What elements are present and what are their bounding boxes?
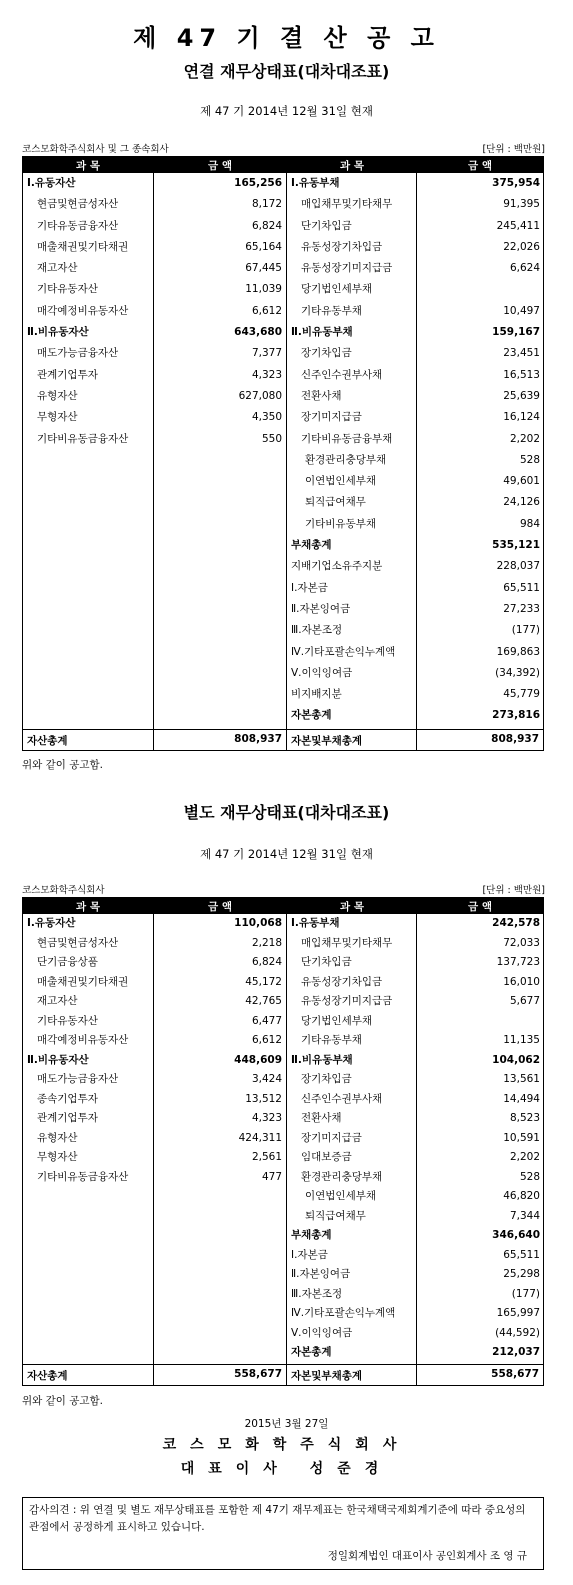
- header-subject: 과 목: [340, 160, 364, 172]
- row-value: 228,037: [496, 560, 540, 573]
- table-row: [23, 953, 286, 973]
- header-subject: 과 목: [340, 901, 364, 913]
- header-amount: 금 액: [468, 160, 492, 172]
- table-row: [287, 301, 544, 322]
- row-value: 25,298: [503, 1268, 540, 1280]
- row-value: 5,677: [509, 995, 540, 1007]
- table-row: [287, 992, 544, 1012]
- row-value: 6,624: [509, 262, 540, 275]
- table-row: [287, 934, 544, 954]
- table-row: [287, 620, 544, 641]
- header-amount: 금 액: [208, 160, 232, 172]
- row-value: 4,350: [251, 411, 282, 424]
- row-value: 16,010: [503, 975, 540, 988]
- total-le-value: 558,677: [491, 1368, 539, 1380]
- row-label: 장기차입금: [301, 1073, 352, 1085]
- table-row: [287, 1168, 544, 1188]
- table-row: [23, 237, 286, 258]
- row-value: 13,561: [503, 1073, 540, 1085]
- row-value: 3,424: [251, 1073, 282, 1085]
- row-label: Ⅱ.비유동부채: [291, 326, 353, 339]
- row-value: 65,164: [245, 240, 282, 253]
- row-value: 65,511: [503, 1248, 540, 1261]
- company-name: 코스모화학주식회사 및 그 종속회사: [22, 144, 169, 155]
- row-label: 유동성장기차입금: [301, 975, 383, 988]
- row-label: 지배기업소유주지분: [291, 560, 383, 573]
- row-label: Ⅲ.자본조정: [291, 624, 343, 637]
- row-value: 2,561: [251, 1151, 282, 1163]
- table-row: [287, 705, 544, 726]
- company-name: 코스모화학주식회사: [22, 885, 105, 896]
- table-row: [287, 216, 544, 237]
- consolidated-header-line: [22, 141, 545, 155]
- table-header: [23, 157, 543, 173]
- row-value: 137,723: [496, 956, 540, 968]
- row-value: 984: [519, 517, 540, 530]
- row-label: 기타유동자산: [37, 1014, 98, 1027]
- row-label: 자본총계: [291, 709, 332, 722]
- total-le-label: 자본및부채총계: [291, 1370, 363, 1382]
- row-label: 무형자산: [37, 411, 78, 424]
- table-row: [23, 934, 286, 954]
- row-value: 242,578: [492, 917, 540, 929]
- row-value: 165,256: [234, 177, 282, 189]
- row-value: 550: [261, 432, 282, 445]
- row-value: 10,591: [503, 1131, 540, 1144]
- table-row: [287, 973, 544, 993]
- row-label: 환경관리충당부채: [305, 453, 387, 466]
- row-value: 25,639: [503, 389, 540, 402]
- row-label: 이연법인세부채: [305, 475, 377, 488]
- table-row: [23, 1168, 286, 1188]
- row-label: 매각예정비유동자산: [37, 304, 129, 317]
- row-label: 퇴직급여채무: [305, 496, 366, 509]
- row-label: Ⅰ.자본금: [291, 581, 328, 594]
- notice-text: 위와 같이 공고함.: [22, 1395, 104, 1407]
- table-row: [23, 992, 286, 1012]
- table-row: [23, 1070, 286, 1090]
- row-value: (44,592): [495, 1326, 540, 1339]
- row-value: 8,523: [509, 1112, 540, 1124]
- table-row: [23, 1148, 286, 1168]
- row-value: 7,377: [251, 347, 282, 360]
- row-label: Ⅳ.기타포괄손익누계액: [291, 1307, 396, 1319]
- total-assets-label: 자산총계: [27, 735, 68, 747]
- row-label: 현금및현금성자산: [37, 198, 119, 211]
- row-value: 7,344: [509, 1209, 540, 1222]
- header-amount: 금 액: [208, 901, 232, 913]
- announcement-date: 2015년 3월 27일: [244, 1418, 329, 1430]
- total-le-value: 808,937: [491, 733, 539, 745]
- row-label: 기타비유동부채: [305, 517, 377, 530]
- row-label: 매출채권및기타채권: [37, 240, 129, 253]
- row-label: 당기법인세부채: [301, 1014, 373, 1027]
- row-value: 11,135: [503, 1034, 540, 1046]
- notice-text: 위와 같이 공고함.: [22, 759, 104, 771]
- table-row: [287, 429, 544, 450]
- row-label: Ⅰ.자본금: [291, 1248, 328, 1261]
- table-row: [287, 1070, 544, 1090]
- row-value: 4,323: [251, 1112, 282, 1124]
- consolidated-balance-sheet: [22, 156, 544, 751]
- row-value: 13,512: [245, 1092, 282, 1105]
- row-value: 23,451: [503, 347, 540, 360]
- liabilities-column: [287, 914, 544, 1363]
- assets-column: [23, 914, 286, 1187]
- row-label: 환경관리충당부채: [301, 1170, 383, 1183]
- row-value: 6,824: [251, 219, 282, 232]
- table-row: [23, 973, 286, 993]
- row-label: 이연법인세부채: [305, 1190, 377, 1202]
- row-label: Ⅱ.비유동자산: [27, 1053, 89, 1066]
- row-label: Ⅴ.이익잉여금: [291, 1326, 353, 1339]
- row-label: 매도가능금융자산: [37, 1073, 119, 1085]
- row-label: 유형자산: [37, 389, 78, 402]
- row-value: 45,172: [245, 975, 282, 988]
- row-value: 49,601: [503, 475, 540, 488]
- row-value: 2,218: [251, 936, 282, 949]
- table-row: [287, 1324, 544, 1344]
- table-row: [287, 1031, 544, 1051]
- table-row: [287, 684, 544, 705]
- row-label: 장기미지급금: [301, 1131, 362, 1144]
- table-row: [287, 322, 544, 343]
- table-row: [23, 914, 286, 934]
- row-value: 45,779: [503, 688, 540, 701]
- row-label: 전환사채: [301, 1112, 342, 1124]
- table-row: [23, 1090, 286, 1110]
- table-row: [23, 1051, 286, 1071]
- row-label: 매출채권및기타채권: [37, 975, 129, 988]
- row-label: 관계기업투자: [37, 1112, 98, 1124]
- row-value: (177): [511, 624, 540, 637]
- table-row: [287, 471, 544, 492]
- row-label: 퇴직급여채무: [305, 1209, 366, 1222]
- row-value: 477: [261, 1170, 282, 1183]
- audit-opinion-text: 감사의견 : 위 연결 및 별도 재무상태표를 포함한 제 47기 재무제표는 한국채택국제회계기준에 따라 중요성의 관점에서 공정하게 표시하고 있습니다.: [29, 1504, 526, 1533]
- table-row: [287, 953, 544, 973]
- table-row: [23, 216, 286, 237]
- row-value: 27,233: [503, 602, 540, 615]
- liabilities-column: [287, 173, 544, 727]
- separate-date: 제 47 기 2014년 12월 31일 현재: [200, 847, 373, 861]
- row-value: (34,392): [495, 666, 540, 679]
- table-row: [287, 1051, 544, 1071]
- table-row: [287, 386, 544, 407]
- table-row: [23, 1012, 286, 1032]
- table-header: [23, 898, 543, 914]
- row-label: Ⅱ.비유동자산: [27, 326, 89, 339]
- row-value: 4,323: [251, 368, 282, 381]
- row-value: 22,026: [503, 240, 540, 253]
- row-value: 643,680: [234, 326, 282, 339]
- table-row: [287, 365, 544, 386]
- row-value: 424,311: [238, 1131, 282, 1144]
- row-label: 관계기업투자: [37, 368, 98, 381]
- row-value: 375,954: [492, 177, 540, 189]
- row-label: 유동성장기미지급금: [301, 995, 393, 1007]
- row-label: Ⅰ.유동자산: [27, 177, 76, 189]
- table-row: [287, 1187, 544, 1207]
- table-row: [287, 514, 544, 535]
- table-row: [287, 1265, 544, 1285]
- table-row: [23, 258, 286, 279]
- row-value: 245,411: [496, 219, 540, 232]
- row-label: 신주인수권부사채: [301, 1092, 383, 1105]
- row-label: 매각예정비유동자산: [37, 1034, 129, 1046]
- table-row: [287, 1343, 544, 1363]
- auditor-signature: 정일회계법인 대표이사 공인회계사 조 영 규: [327, 1550, 527, 1562]
- table-row: [287, 237, 544, 258]
- table-row: [287, 914, 544, 934]
- table-row: [287, 1012, 544, 1032]
- row-value: 165,997: [496, 1307, 540, 1319]
- table-row: [287, 535, 544, 556]
- table-row: [23, 1109, 286, 1129]
- table-row: [23, 279, 286, 300]
- table-row: [23, 386, 286, 407]
- table-row: [287, 1129, 544, 1149]
- row-label: Ⅱ.비유동부채: [291, 1053, 353, 1066]
- row-value: 448,609: [234, 1053, 282, 1066]
- row-label: 현금및현금성자산: [37, 936, 119, 949]
- table-row: [287, 599, 544, 620]
- row-label: 기타유동금융자산: [37, 219, 119, 232]
- row-value: (177): [511, 1287, 540, 1300]
- row-label: Ⅴ.이익잉여금: [291, 666, 353, 679]
- row-label: 장기차입금: [301, 347, 352, 360]
- table-row: [23, 322, 286, 343]
- header-amount: 금 액: [468, 901, 492, 913]
- row-label: 기타유동부채: [301, 304, 362, 317]
- total-le-label: 자본및부채총계: [291, 735, 363, 747]
- table-row: [23, 429, 286, 450]
- row-value: 6,612: [251, 304, 282, 317]
- table-row: [287, 492, 544, 513]
- unit-label: [단위 : 백만원]: [482, 885, 545, 896]
- row-label: 단기차입금: [301, 219, 352, 232]
- row-label: 무형자산: [37, 1151, 78, 1163]
- row-value: 14,494: [503, 1092, 540, 1105]
- row-value: 2,202: [509, 1151, 540, 1163]
- row-value: 535,121: [492, 539, 540, 552]
- row-value: 91,395: [503, 198, 540, 211]
- table-row: [287, 1207, 544, 1227]
- row-label: 자본총계: [291, 1346, 332, 1358]
- table-row: [287, 556, 544, 577]
- row-label: Ⅰ.유동부채: [291, 917, 340, 929]
- row-label: 단기금융상품: [37, 956, 98, 968]
- row-value: 65,511: [503, 581, 540, 594]
- row-label: 임대보증금: [301, 1151, 352, 1163]
- header-subject: 과 목: [76, 160, 100, 172]
- total-assets-value: 808,937: [234, 733, 282, 745]
- row-label: 유형자산: [37, 1131, 78, 1144]
- row-label: 신주인수권부사채: [301, 368, 383, 381]
- table-row: [287, 1226, 544, 1246]
- table-row: [23, 1129, 286, 1149]
- row-label: 부채총계: [291, 1229, 332, 1241]
- table-row: [23, 194, 286, 215]
- row-label: Ⅰ.유동자산: [27, 917, 76, 929]
- row-value: 273,816: [492, 709, 540, 722]
- row-label: Ⅱ.자본잉여금: [291, 602, 351, 615]
- row-value: 169,863: [496, 645, 540, 658]
- row-value: 104,062: [492, 1053, 540, 1066]
- row-value: 16,513: [503, 368, 540, 381]
- signature-ceo: 대표이사 성준경: [180, 1461, 393, 1477]
- consolidated-date: 제 47 기 2014년 12월 31일 현재: [200, 104, 373, 118]
- total-assets-label: 자산총계: [27, 1370, 68, 1382]
- table-row: [287, 1285, 544, 1305]
- row-label: Ⅰ.유동부채: [291, 177, 340, 189]
- table-row: [287, 663, 544, 684]
- consolidated-title: 연결 재무상태표(대차대조표): [183, 62, 390, 81]
- page-title: 제 47 기 결 산 공 고: [133, 24, 440, 52]
- table-row: [287, 194, 544, 215]
- row-label: 기타비유동금융부채: [301, 432, 393, 445]
- table-row: [287, 1109, 544, 1129]
- row-label: 매도가능금융자산: [37, 347, 119, 360]
- row-value: 16,124: [503, 411, 540, 424]
- totals-row: [23, 1364, 543, 1385]
- row-label: Ⅱ.자본잉여금: [291, 1268, 351, 1280]
- row-label: 부채총계: [291, 539, 332, 552]
- row-label: 기타비유동금융자산: [37, 432, 129, 445]
- row-value: 42,765: [245, 995, 282, 1007]
- row-label: 유동성장기미지급금: [301, 262, 393, 275]
- table-row: [287, 258, 544, 279]
- row-value: 46,820: [503, 1190, 540, 1202]
- table-row: [23, 301, 286, 322]
- row-value: 6,477: [251, 1014, 282, 1027]
- row-value: 627,080: [238, 389, 282, 402]
- row-label: 전환사채: [301, 389, 342, 402]
- row-label: 장기미지급금: [301, 411, 362, 424]
- row-value: 10,497: [503, 304, 540, 317]
- separate-title: 별도 재무상태표(대차대조표): [183, 803, 390, 822]
- table-row: [287, 578, 544, 599]
- row-label: 기타유동부채: [301, 1034, 362, 1046]
- separate-header-line: [22, 882, 545, 896]
- row-label: 유동성장기차입금: [301, 240, 383, 253]
- table-row: [287, 1090, 544, 1110]
- table-row: [23, 1031, 286, 1051]
- audit-opinion-box: [22, 1497, 544, 1570]
- table-row: [287, 173, 544, 194]
- row-value: 72,033: [503, 936, 540, 949]
- row-value: 11,039: [245, 283, 282, 296]
- assets-column: [23, 173, 286, 450]
- table-row: [23, 407, 286, 428]
- table-row: [23, 343, 286, 364]
- row-label: 매입채무및기타채무: [301, 936, 393, 949]
- row-label: 당기법인세부채: [301, 283, 373, 296]
- row-value: 212,037: [492, 1346, 540, 1358]
- row-value: 159,167: [492, 326, 540, 339]
- row-value: 346,640: [492, 1229, 540, 1241]
- separate-balance-sheet: [22, 897, 544, 1386]
- table-row: [287, 642, 544, 663]
- table-row: [287, 1148, 544, 1168]
- row-label: Ⅲ.자본조정: [291, 1287, 343, 1300]
- table-row: [23, 365, 286, 386]
- row-value: 110,068: [234, 917, 282, 929]
- header-subject: 과 목: [76, 901, 100, 913]
- table-row: [287, 407, 544, 428]
- row-label: 종속기업투자: [37, 1092, 98, 1105]
- table-row: [287, 1246, 544, 1266]
- table-row: [287, 1304, 544, 1324]
- table-row: [23, 173, 286, 194]
- row-value: 6,612: [251, 1034, 282, 1046]
- table-row: [287, 343, 544, 364]
- unit-label: [단위 : 백만원]: [482, 144, 545, 155]
- row-label: 기타비유동금융자산: [37, 1170, 129, 1183]
- row-label: Ⅳ.기타포괄손익누계액: [291, 645, 396, 658]
- row-label: 재고자산: [37, 995, 78, 1007]
- row-value: 528: [519, 453, 540, 466]
- row-value: 6,824: [251, 956, 282, 968]
- row-value: 67,445: [245, 262, 282, 275]
- row-label: 매입채무및기타채무: [301, 198, 393, 211]
- row-value: 8,172: [251, 198, 282, 211]
- row-label: 비지배지분: [291, 688, 342, 701]
- row-label: 단기차입금: [301, 956, 352, 968]
- row-value: 528: [519, 1170, 540, 1183]
- totals-row: [23, 729, 543, 750]
- row-value: 24,126: [503, 496, 540, 509]
- table-row: [287, 279, 544, 300]
- row-label: 기타유동자산: [37, 283, 98, 296]
- total-assets-value: 558,677: [234, 1368, 282, 1380]
- signature-company: 코스모화학주식회사: [162, 1437, 411, 1453]
- row-label: 재고자산: [37, 262, 78, 275]
- table-row: [287, 450, 544, 471]
- row-value: 2,202: [509, 432, 540, 445]
